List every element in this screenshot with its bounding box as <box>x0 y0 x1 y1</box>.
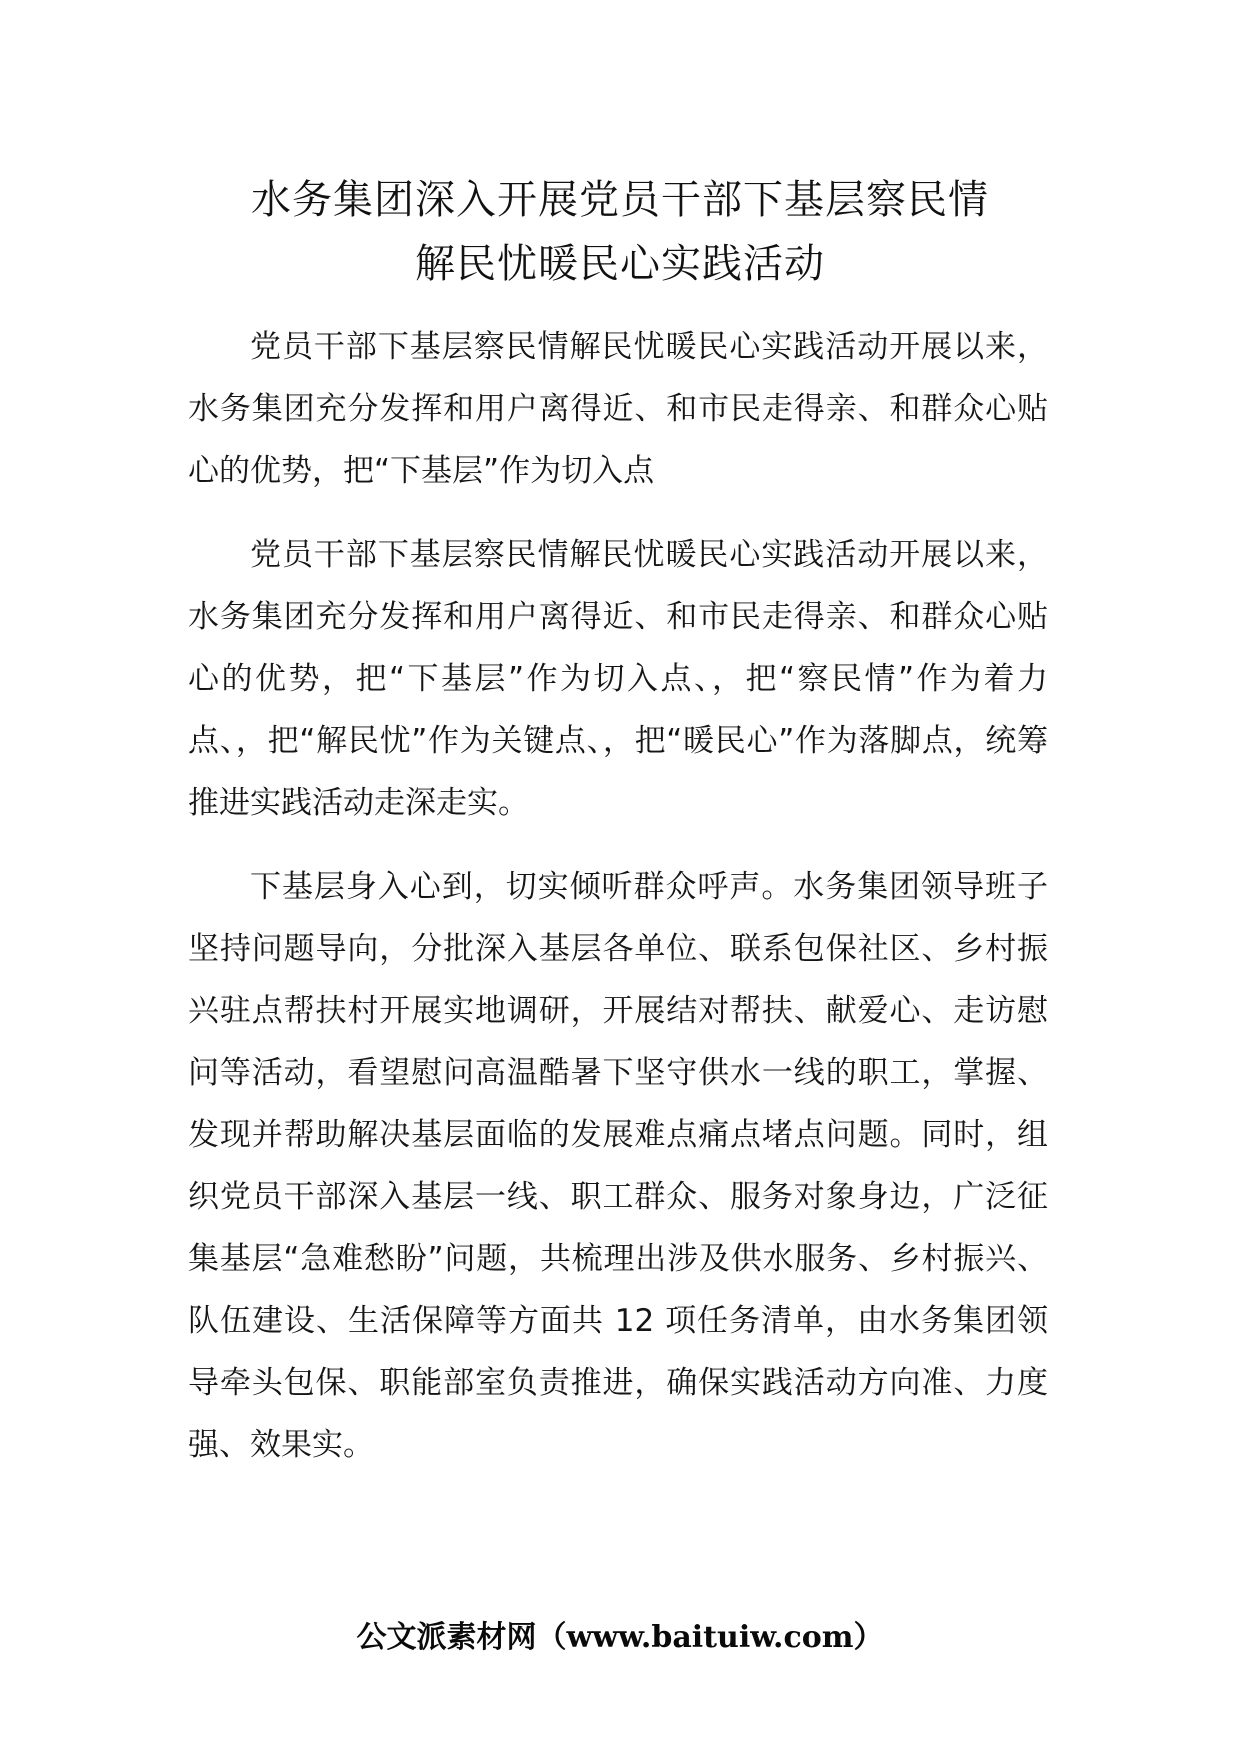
paragraph-3: 下基层身入心到，切实倾听群众呼声。水务集团领导班子坚持问题导向，分批深入基层各单位、联系包保社区、乡村振兴驻点帮扶村开展实地调研，开展结对帮扶、献爱心、走访慰问等活动，看望慰问高温酷暑下坚守供水一线的职工，掌握、发现并帮助解决基层面临的发展难点痛点堵点问题。同时，组织党员干部深入基层一线、职工群众、服务对象身边，广泛征集基层“急难愁盼”问题，共梳理出涉及供水服务、乡村振兴、队伍建设、生活保障等方面共 12 项任务清单，由水务集团领导牵头包保、职能部室负责推进，确保实践活动方向准、力度强、效果实。 <box>188 869 1048 1463</box>
paragraph-2: 党员干部下基层察民情解民忧暖民心实践活动开展以来，水务集团充分发挥和用户离得近、和市民走得亲、和群众心贴心的优势，把“下基层”作为切入点、，把“察民情”作为着力点、，把“解民忧”作为关键点、，把“暖民心”作为落脚点，统筹推进实践活动走深走实。 <box>188 537 1048 821</box>
page-title <box>150 168 1090 296</box>
footer-watermark: 公文派素材网（www.baituiw.com） <box>356 1620 884 1655</box>
title-line-1: 水务集团深入开展党员干部下基层察民情 <box>251 177 989 223</box>
title-line-2: 解民忧暖民心实践活动 <box>415 241 825 287</box>
article-body <box>188 316 1048 1498</box>
paragraph-1: 党员干部下基层察民情解民忧暖民心实践活动开展以来，水务集团充分发挥和用户离得近、和市民走得亲、和群众心贴心的优势，把“下基层”作为切入点 <box>188 329 1048 489</box>
